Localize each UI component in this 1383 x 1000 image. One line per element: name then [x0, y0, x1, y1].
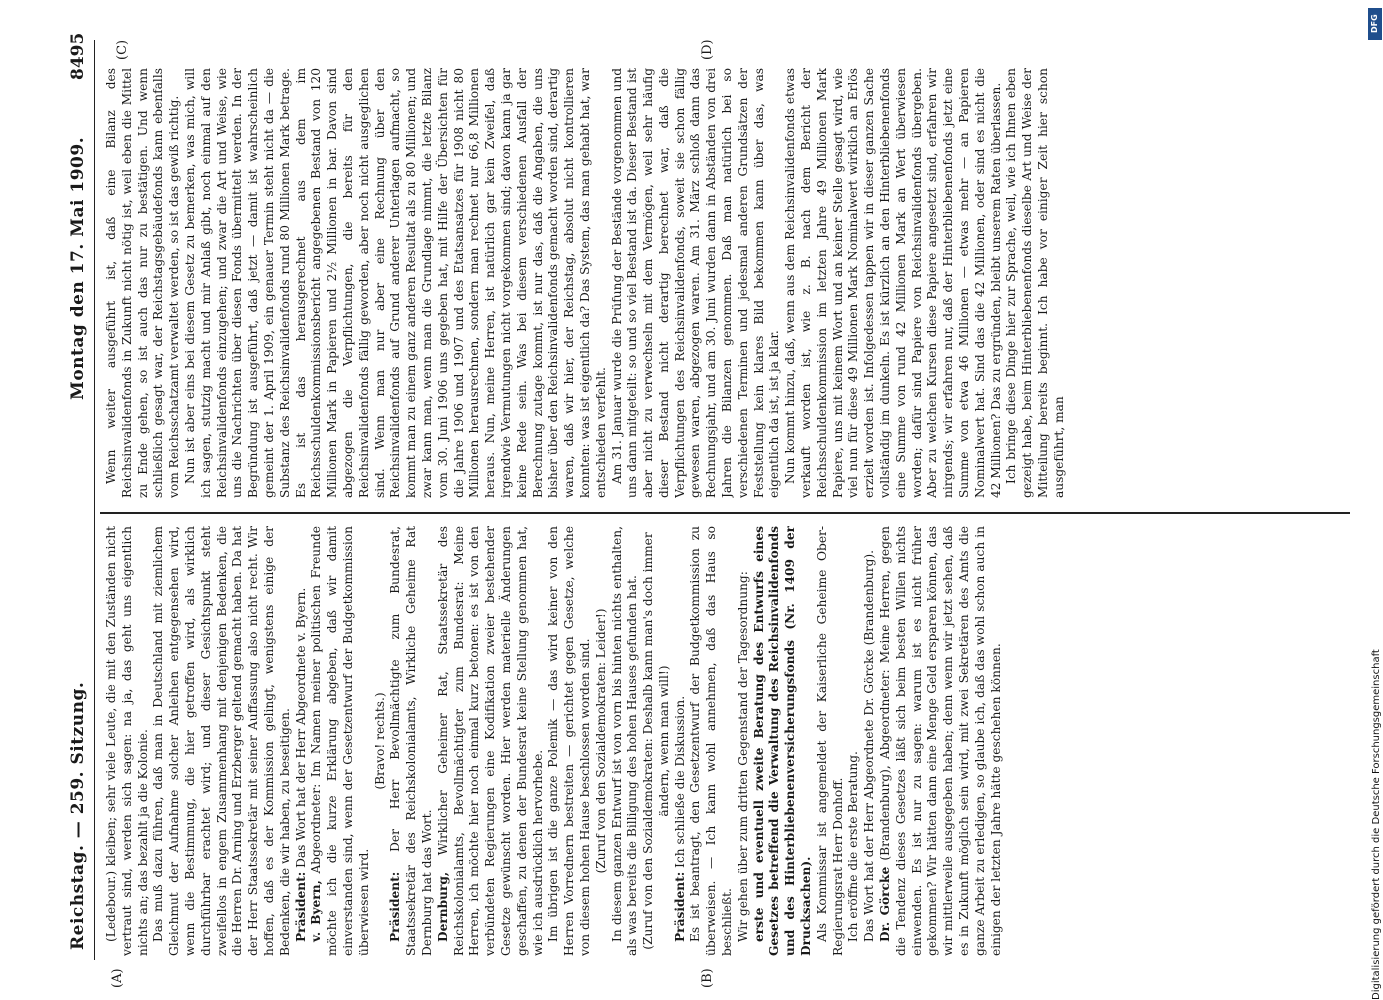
paragraph — [610, 526, 642, 956]
paragraph-text: (Zuruf von den Sozialdemokraten: Leider!) — [593, 608, 608, 874]
speaker-name: Dernburg, — [435, 871, 450, 942]
paragraph-text: In diesem ganzen Entwurf ist von vorn bis hinten nichts enthalten, als was bereits die Billigung des hohen Hauses gefunden hat. — [609, 526, 640, 956]
speaker-name: Präsident: — [293, 871, 308, 942]
paragraph-text: Wirklicher Geheimer Rat, Staatssekretär des Reichskolonialamts, Bevollmächtigter zum Bundesrat: Meine Herren, ich möchte hier noch einmal kurz betonen: es ist von den verbündeten Regierungen eine Kodifikation zweier bestehender Gesetze gewünscht worden. Hier werden materielle Änderungen geschaffen, zu denen der Bundesrat keine Stellung genommen hat, wie ich ausdrücklich hervorhebe. — [435, 526, 545, 956]
newspaper-page — [60, 32, 1350, 988]
running-head — [60, 32, 95, 960]
paragraph-text: (Brandenburg), Abgeordneter: Meine Herren, gegen die Tendenz dieses Gesetzes läßt sich beim besten Willen nichts einwenden. Es ist nur zu sagen: warum ist es nicht früher gekommen? Wir hätten dann eine Menge Geld ersparen können, das wir mittlerweile ausgegeben haben; denn wenn wir jetzt sehen, daß es in Zukunft möglich sein wird, mit zwei Sekretären des Amts die ganze Arbeit zu erledigen, so glaube ich, daß das wohl schon auch in einigen der letzten Jahre hätte geschehen können. — [878, 526, 1003, 956]
paragraph — [294, 526, 310, 956]
paragraph — [388, 526, 435, 956]
paragraph-text: Das muß dazu führen, daß man in Deutschland mit ziemlichem Gleichmut der Aufnahme solcher Anleihen entgegensehen wird, wenn die Bestimmung, die hier getroffen wird, als wirklich durchführbar erachtet wird; und dieser Gesichtspunkt steht zweifellos in engem Zusammenhang mit denjenigen Bedenken, die die Herren Dr. Arning und Erzberger geltend gemacht haben. Da hat der Herr Staatssekretär mit seiner Auffassung also nicht recht. Wir hoffen, daß es der Kommission gelingt, wenigstens einige der Bedenken, die wir haben, zu beseitigen. — [151, 526, 292, 956]
paragraph — [862, 526, 878, 956]
paragraph — [151, 526, 293, 956]
paragraph-text: (Zuruf von den Sozialdemokraten: Deshalb kann man's doch immer ändern, wenn man will!) — [641, 532, 671, 950]
paragraph-text: Abgeordneter: Im Namen meiner politischen Freunde möchte ich die kurze Erklärung abgeben, daß wir damit einverstanden sind, wenn der Gesetzentwurf der Budgetkommission überwiesen wird. — [309, 526, 371, 956]
paragraph — [104, 68, 183, 498]
paragraph-text: Der Herr Bevollmächtigte zum Bundesrat, Staatssekretär des Reichskolonialamts, Wirkliche Geheime Rat Dernburg hat das Wort. — [388, 526, 434, 956]
digitization-credit: Digitalisierung gefördert durch die Deutsche Forschungsgemeinschaft — [1371, 649, 1382, 1000]
paragraph — [736, 526, 752, 956]
paragraph — [546, 526, 593, 956]
speaker-name: Präsident: — [388, 871, 403, 942]
paragraph-text: Das Wort hat der Herr Abgeordnete Dr. Görcke (Brandenburg). — [862, 549, 877, 942]
paragraph-text: Nun kommt hinzu, daß, wenn aus dem Reichsinvalidenfonds etwas verkauft worden ist, wie z. B. nach dem Bericht der Reichsschuldenkommission im letzten Jahre 49 Millionen Mark Papiere, uns mit keinem Wort und an keiner Stelle gesagt wird, wie viel nun für diese 49 Millionen Mark Nominalwert wirklich an Erlös erzielt worden ist. Infolgedessen tappen wir in dieser ganzen Sache vollständig im dunkeln. Es ist kürzlich an den Hinterbliebenenfonds eine Summe von rund 42 Millionen Mark an Wert überwiesen worden; dafür sind Papiere von Reichsinvalidenfonds übergeben. Aber zu welchen Kursen diese Papiere angesetzt sind, erfahren wir nirgends; wir erfahren nur, daß der Hinterbliebenenfonds jetzt eine Summe von etwa 46 Millionen — etwas mehr — an Papieren Nominalwert hat. Sind das die 42 Millionen, oder sind es nicht die 42 Millionen? Das zu ergründen, bleibt unserem Raten überlassen. — [783, 68, 1003, 498]
running-head-left: Reichstag. — 259. Sitzung. — [68, 681, 88, 950]
paragraph-text: Im übrigen ist die ganze Polemik — das wird keiner von den Herren Vorrednern bestreiten — gerichtet gegen Gesetze, welche von diesem hohen Hause beschlossen worden sind. — [546, 526, 592, 956]
speaker-name: v. Byern, — [309, 880, 324, 942]
paragraph — [1004, 68, 1067, 498]
paragraph — [878, 526, 1004, 956]
paragraph-text: erste und eventuell zweite Beratung des Entwurfs eines Gesetzes betreffend die Verwaltung des Reichsinvalidenfonds und des Hinterbliebenenversicherungsfonds (Nr. 1409 der Drucksachen). — [751, 526, 814, 956]
paragraph-text: Wenn weiter ausgeführt ist, daß eine Bilanz des Reichsinvalidenfonds in Zukunft nicht nötig ist, weil eben die Mittel zu Ende gehen, so ist auch das nur zu bestätigen. Und wenn schließlich gesagt war, der Reichstagsgebäudefonds kann ebenfalls vom Reichsschatzamt verwaltet werden, so ist das gewiß richtig. — [104, 68, 182, 498]
paragraph — [673, 526, 689, 956]
margin-mark-a: (A) — [110, 968, 125, 988]
paragraph — [594, 526, 610, 956]
running-head-right: Montag den 17. Mai 1909. — [68, 136, 88, 400]
paragraph — [783, 68, 1004, 498]
paragraph — [610, 68, 784, 498]
speaker-name: Dr. Görcke — [878, 866, 893, 942]
paragraph-text: Als Kommissar ist angemeldet der Kaiserliche Geheime Ober-Regierungsrat Herr Donhoff. — [814, 526, 845, 956]
margin-mark-b: (B) — [700, 968, 715, 988]
right-column — [104, 68, 1344, 498]
page-number: 8495 — [68, 32, 88, 80]
paragraph-text: Es ist beantragt, den Gesetzentwurf der Budgetkommission zu überweisen. — Ich kann wohl annehmen, daß das Haus so beschließt. — [688, 526, 735, 956]
paragraph — [752, 526, 815, 956]
paragraph — [641, 526, 673, 956]
paragraph-text: Ich schließe die Diskussion. — [672, 695, 687, 868]
paragraph — [309, 526, 372, 956]
speaker-name: Präsident: — [672, 871, 687, 942]
paragraph-text: Ich bringe diese Dinge hier zur Sprache, weil, wie ich Ihnen eben gezeigt habe, beim Hinterbliebenenfonds dieselbe Art und Weise der Mitteilung bereits beginnt. Ich habe vor einiger Zeit hier schon ausgeführt, man — [1004, 68, 1066, 498]
paragraph-text: Das Wort hat der Herr Abgeordnete v. Byern. — [293, 587, 308, 868]
left-column — [104, 526, 1344, 956]
paragraph-text: (Ledebour.) kleiben; sehr viele Leute, die mit den Zuständen nicht vertraut sind, werden sich sagen: na ja, das geht uns eigentlich nichts an; das bezahlt ja die Kolonie. — [104, 526, 150, 956]
column-rule — [100, 513, 1350, 515]
paragraph — [688, 526, 735, 956]
margin-mark-d: (D) — [700, 39, 715, 60]
paragraph — [373, 526, 389, 956]
paragraph — [183, 68, 610, 498]
paragraph — [815, 526, 847, 956]
paragraph-text: Ich eröffne die erste Beratung. — [846, 751, 861, 942]
paragraph — [436, 526, 547, 956]
paragraph-text: Am 31. Januar wurde die Prüfung der Bestände vorgenommen und uns dann mitgeteilt: so und so viel Bestand ist da. Dieser Bestand ist aber nicht zu verwechseln mit dem Vermögen, weil sehr häufig dieser Bestand nicht derartig berechnet war, daß die Verpflichtungen des Reichsinvalidenfonds, soweit sie schon fällig gewesen waren, abgezogen waren. Am 31. März schloß dann das Rechnungsjahr, und am 30. Juni wurden dann in Abständen von drei Jahren die Bilanzen genommen. Daß man natürlich bei so verschiedenen Terminen und jedesmal anderen Grundsätzen der Feststellung kein klares Bild bekommen kann über das, was eigentlich da ist, ist ja klar. — [609, 68, 782, 498]
paragraph — [846, 526, 862, 956]
paragraph-text: Wir gehen über zum dritten Gegenstand der Tagesordnung: — [735, 571, 750, 942]
paragraph-text: Nun ist aber eins bei diesem Gesetz zu bemerken, was mich, will ich sagen, stutzig macht und mir Anlaß gibt, noch einmal auf den Reichsinvalidenfonds einzugehen; und zwar die Art und Weise, wie uns die Nachrichten über diesen Fonds übermittelt werden. In der Begründung ist ausgeführt, daß jetzt — damit ist wahrscheinlich gemeint der 1. April 1909, ein genauer Termin steht nicht da — die Substanz des Reichsinvalidenfonds rund 80 Millionen Mark betrage. Es ist das herausgerechnet aus dem im Reichsschuldenkommissionsbericht angegebenen Bestand von 120 Millionen Mark in Papieren und 2½ Millionen in bar. Davon sind abgezogen die Verpflichtungen, die bereits für den Reichsinvalidenfonds fällig geworden, aber noch nicht ausgeglichen sind. Wenn man nur aber eine Rechnung über den Reichsinvalidenfonds auf Grund anderer Unterlagen aufmacht, so kommt man zu einem ganz anderen Resultat als zu 80 Millionen; und zwar kann man, wenn man die Grundlage nimmt, die letzte Bilanz vom 30. Juni 1906 uns gegeben hat, mit Hilfe der Übersichten für die Jahre 1906 und 1907 und des Etatsansatzes für 1908 nicht 80 Millionen herausrechnen, sondern man rechnet nur 66,8 Millionen heraus. Nun, meine Herren, ist natürlich gar kein Zweifel, daß irgendwie Vermutungen nicht vorgekommen sind; davon kann ja gar keine Rede sein. Was bei diesem verschiedenen Ausfall der Berechnung zutage kommt, ist nur das, daß die Angaben, die uns bisher über den Reichsinvalidenfonds gemacht worden sind, derartig waren, daß wir hier, der Reichstag, absolut nicht kontrollieren konnten: was ist eigentlich da? Das System, das man gehabt hat, war entschieden verfehlt. — [182, 68, 608, 498]
paragraph — [104, 526, 151, 956]
dfg-logo: DFG — [1368, 8, 1382, 40]
paragraph-text: (Bravo! rechts.) — [372, 692, 387, 790]
margin-mark-c: (C) — [115, 39, 130, 60]
